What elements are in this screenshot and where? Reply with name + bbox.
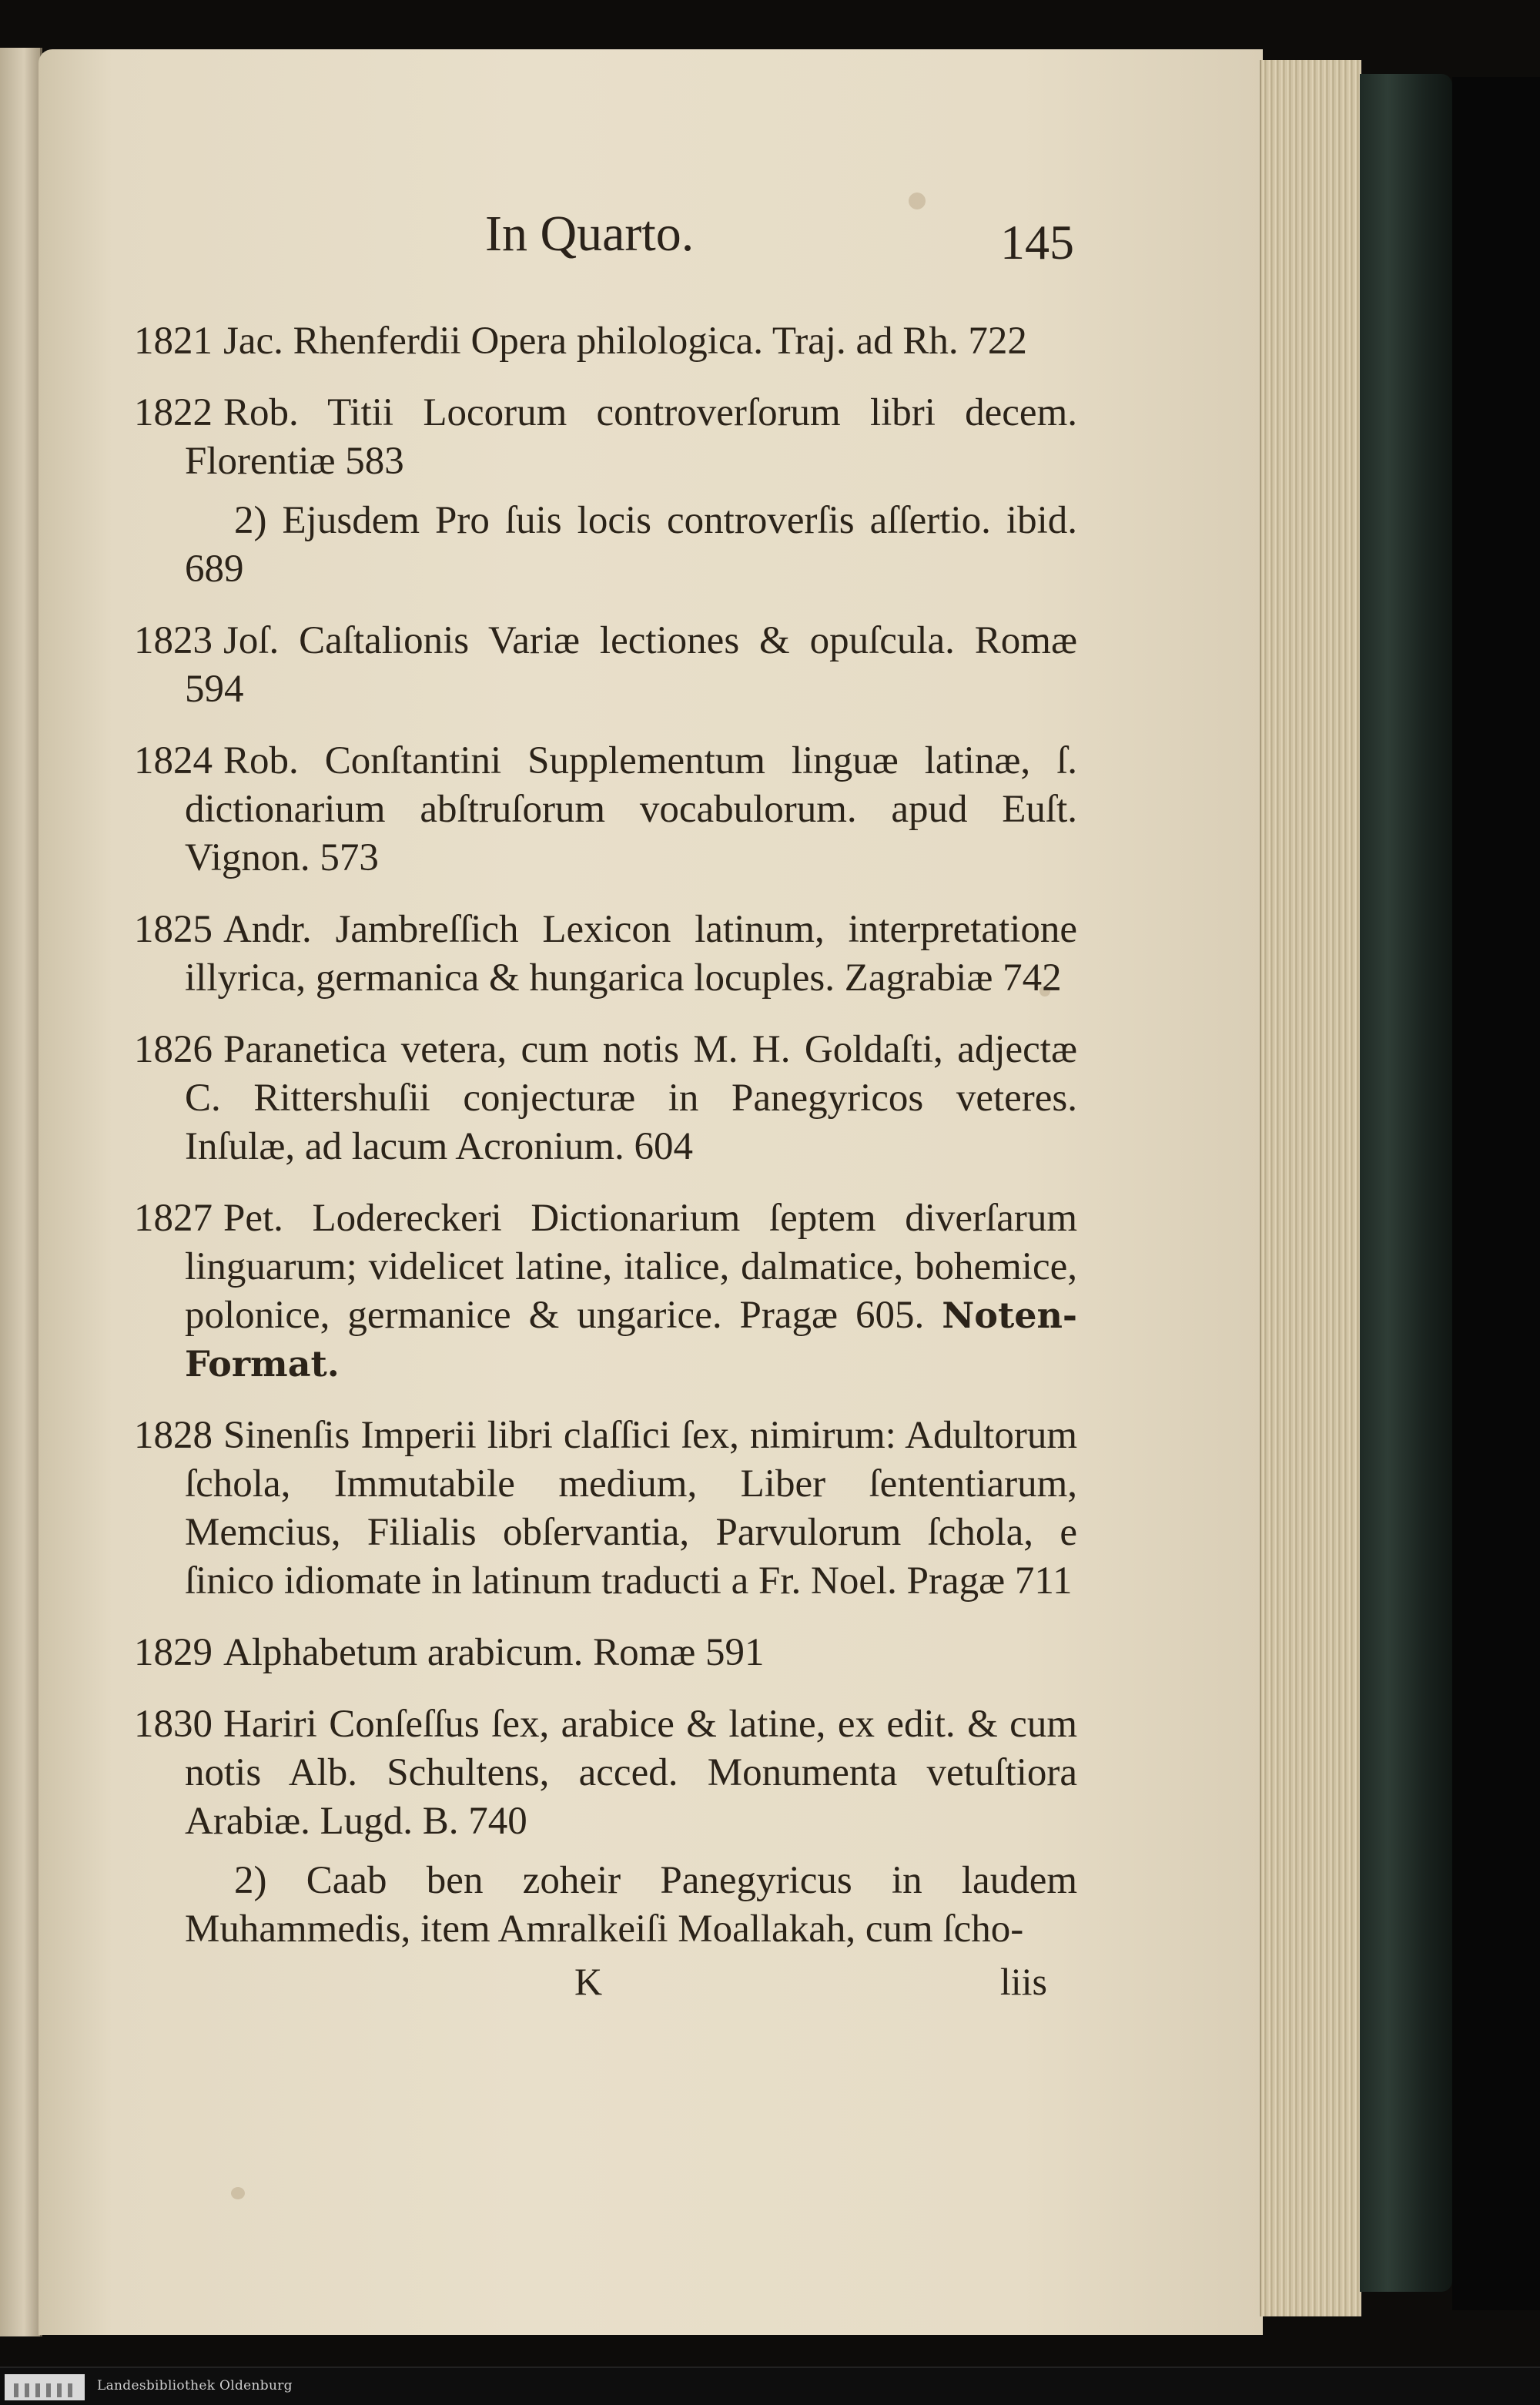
entry-text: Pet. Lodereckeri Dictionarium ſeptem diverſarum linguarum; videlicet latine, italice, dalmatice, bohemice, polonice, germanice & ungarice. Pragæ 605. <box>185 1197 1077 1337</box>
catchword: liis <box>999 1960 1047 2003</box>
entry-number: 1824 <box>134 739 213 782</box>
entry-number: 1827 <box>134 1197 213 1240</box>
entry-text: Rob. Titii Locorum controverſorum libri decem. Florentiæ 583 <box>185 391 1077 483</box>
catalogue-entry-1828 <box>134 1412 1077 1606</box>
entry-text: Hariri Conſeſſus ſex, arabice & latine, ex edit. & cum notis Alb. Schultens, acced. Monumenta vetuſtiora Arabiæ. Lugd. B. 740 <box>185 1703 1077 1843</box>
entry-text: 2) Ejusdem Pro ſuis locis controverſis aſſertio. ibid. 689 <box>185 499 1077 591</box>
catalogue-entry-1825 <box>134 906 1077 1003</box>
entry-text: Andr. Jambreſſich Lexicon latinum, interpretatione illyrica, germanica & hungarica locuples. Zagrabiæ 742 <box>185 908 1077 1000</box>
catalogue-subentry <box>134 1857 1077 1954</box>
entry-number: 1828 <box>134 1414 213 1457</box>
entry-text: Rob. Conſtantini Supplementum linguæ latinæ, ſ. dictionarium abſtruſorum vocabulorum. apud Euſt. Vignon. 573 <box>185 739 1077 879</box>
entry-number: 1825 <box>134 908 213 951</box>
entry-text: Paranetica vetera, cum notis M. H. Goldaſti, adjectæ C. Rittershuſii conjecturæ in Panegyricos veteres. Inſulæ, ad lacum Acronium. 604 <box>185 1028 1077 1168</box>
catalogue-entry-1824 <box>134 737 1077 883</box>
foxing-spot <box>231 2187 245 2199</box>
entry-text: Sinenſis Imperii libri claſſici ſex, nimirum: Adultorum ſchola, Immutabile medium, Liber ſententiarum, Memcius, Filialis obſervantia, Parvulorum ſchola, e ſinico idiomate in latinum traducti a Fr. Noel. Pragæ 711 <box>185 1414 1077 1603</box>
catalogue-entries <box>134 317 1077 1977</box>
signature-mark: K <box>574 1960 603 2003</box>
catalogue-entry-1822 <box>134 389 1077 486</box>
format-note: Noten-Format. <box>185 1295 1078 1385</box>
entry-text: Alphabetum arabicum. Romæ 591 <box>223 1631 765 1674</box>
entry-number: 1823 <box>134 619 213 662</box>
book-cover-board <box>1360 74 1452 2292</box>
running-head <box>154 205 1074 290</box>
entry-number: 1830 <box>134 1703 213 1746</box>
entry-text: Joſ. Caſtalionis Variæ lectiones & opuſcula. Romæ 594 <box>185 619 1077 711</box>
entry-text: Jac. Rhenferdii Opera philologica. Traj. ad Rh. 722 <box>223 320 1027 363</box>
facing-page-edge <box>0 48 42 2336</box>
entry-number: 1829 <box>134 1631 213 1674</box>
entry-number: 1821 <box>134 320 213 363</box>
page-block-edge <box>1260 60 1361 2316</box>
catalogue-entry-1829 <box>134 1629 1077 1677</box>
page-number: 145 <box>1000 215 1074 270</box>
library-name: Landesbibliothek Oldenburg <box>97 2378 293 2393</box>
background-dark <box>1452 77 1540 2310</box>
entry-number: 1826 <box>134 1028 213 1071</box>
catchline <box>154 1959 1047 2005</box>
library-logo-icon <box>5 2374 85 2400</box>
catalogue-entry-1827 <box>134 1194 1077 1388</box>
catalogue-entry-1830 <box>134 1700 1077 1846</box>
library-footer <box>0 2366 1540 2405</box>
catalogue-subentry <box>134 497 1077 594</box>
page-title: In Quarto. <box>485 206 695 262</box>
entry-number: 1822 <box>134 391 213 434</box>
entry-text: 2) Caab ben zoheir Panegyricus in laudem Muhammedis, item Amralkeiſi Moallakah, cum ſcho- <box>185 1859 1077 1951</box>
catalogue-entry-1826 <box>134 1026 1077 1171</box>
catalogue-entry-1821 <box>134 317 1077 366</box>
catalogue-entry-1823 <box>134 617 1077 714</box>
